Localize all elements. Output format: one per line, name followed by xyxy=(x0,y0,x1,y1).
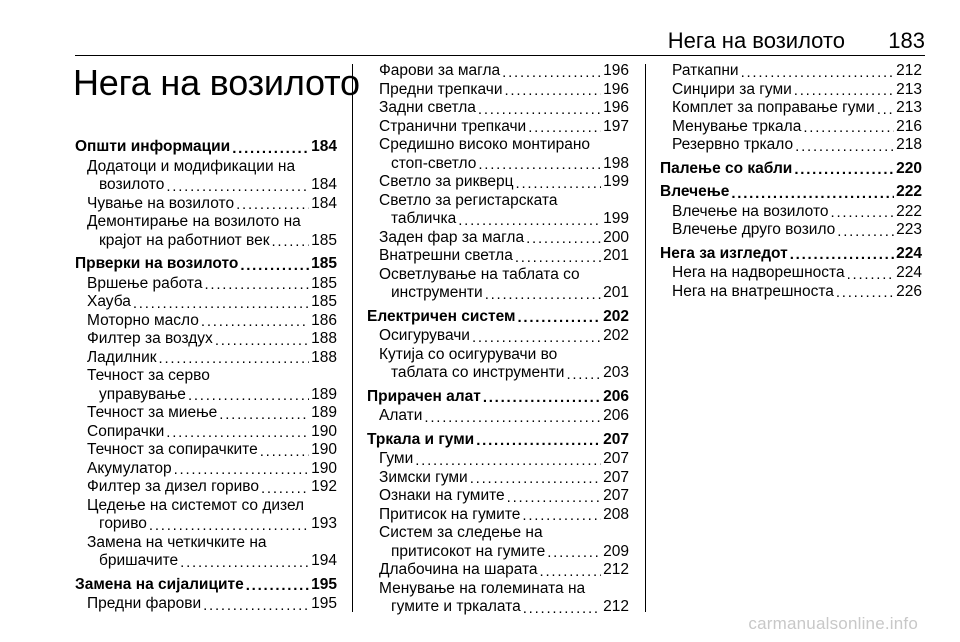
toc-entry-title: Задни светла xyxy=(379,99,476,116)
toc-entry-text: Средишно високо монтирано xyxy=(379,136,591,153)
toc-page-number: 196 xyxy=(603,99,629,116)
toc-page-number: 209 xyxy=(603,542,629,560)
toc-entry[interactable] xyxy=(367,407,629,426)
dot-leader xyxy=(133,299,309,309)
toc-entry[interactable] xyxy=(367,598,629,617)
dot-leader xyxy=(540,567,602,577)
toc-entry-title: Замена на сијалиците xyxy=(75,575,244,593)
toc-entry[interactable] xyxy=(660,62,922,81)
toc-entry-title: Влечење друго возило xyxy=(672,221,836,238)
toc-entry[interactable] xyxy=(367,469,629,488)
toc-entry-title: Длабочина на шарата xyxy=(379,561,538,578)
header-page-number: 183 xyxy=(888,28,925,53)
toc-entry-title: Гуми xyxy=(379,450,414,467)
dot-leader xyxy=(795,142,894,152)
toc-page-number: 207 xyxy=(603,450,629,467)
toc-entry-title: Чување на возилото xyxy=(87,194,235,212)
page-header xyxy=(75,28,925,54)
toc-page-number: 199 xyxy=(603,210,629,227)
dot-leader xyxy=(166,182,309,192)
toc-entry[interactable] xyxy=(367,81,629,100)
toc-entry[interactable] xyxy=(367,155,629,174)
toc-section[interactable] xyxy=(367,388,629,407)
toc-page-number: 196 xyxy=(603,80,629,98)
toc-page-number: 223 xyxy=(896,221,922,238)
toc-entry-title: Прирачен алат xyxy=(367,387,481,405)
toc-page-number: 188 xyxy=(311,330,337,347)
header-title: Нега на возилото xyxy=(667,28,845,53)
toc-entry-title: Тркала и гуми xyxy=(367,430,475,448)
toc-entry[interactable] xyxy=(367,99,629,118)
toc-entry[interactable] xyxy=(75,330,337,349)
toc-entry-title: Хауба xyxy=(87,293,131,310)
toc-column-2 xyxy=(367,62,629,617)
dot-leader xyxy=(415,456,601,466)
toc-entry-title: Предни фарови xyxy=(87,595,202,612)
toc-entry-title: инструменти xyxy=(391,284,483,301)
dot-leader xyxy=(232,144,309,154)
toc-page-number: 222 xyxy=(896,183,922,200)
toc-entry[interactable] xyxy=(367,210,629,229)
dot-leader xyxy=(794,86,894,96)
toc-entry-title: табличка xyxy=(391,210,457,227)
toc-entry[interactable] xyxy=(660,203,922,222)
toc-entry-title: Ладилник xyxy=(87,348,157,366)
toc-page-number: 189 xyxy=(311,404,337,421)
toc-entry-title: Течност за сопирачките xyxy=(87,441,258,458)
toc-entry-title: Сопирачки xyxy=(87,422,165,440)
watermark: carmanualsonline.info xyxy=(748,614,918,633)
toc-entry-title: Филтер за воздух xyxy=(87,330,213,347)
toc-entry[interactable] xyxy=(75,478,337,497)
dot-leader xyxy=(261,484,309,494)
toc-entry[interactable] xyxy=(660,118,922,137)
dot-leader xyxy=(260,447,309,457)
toc-entry[interactable] xyxy=(660,81,922,100)
dot-leader xyxy=(272,237,310,247)
toc-entry[interactable] xyxy=(75,293,337,312)
dot-leader xyxy=(836,288,894,298)
toc-entry-text: Кутија со осигурувачи во xyxy=(379,345,558,363)
toc-page-number: 213 xyxy=(896,80,922,98)
toc-page-number: 212 xyxy=(896,62,922,79)
toc-entry[interactable] xyxy=(367,450,629,469)
toc-entry[interactable] xyxy=(367,229,629,248)
toc-entry-title: Нега за изгледот xyxy=(660,244,788,262)
toc-page-number: 184 xyxy=(311,176,337,193)
toc-entry-title: крајот на работниот век xyxy=(99,231,270,249)
dot-leader xyxy=(837,227,894,237)
dot-leader xyxy=(790,250,894,260)
toc-entry[interactable] xyxy=(367,62,629,81)
toc-entry-title: Вршење работа xyxy=(87,274,203,292)
toc-entry-title: Прверки на возилото xyxy=(75,255,239,272)
toc-entry-title: Влечење на возилото xyxy=(672,202,829,220)
toc-entry[interactable] xyxy=(75,386,337,405)
toc-entry-title: притисокот на гумите xyxy=(391,542,546,560)
toc-entry[interactable] xyxy=(75,460,337,479)
dot-leader xyxy=(522,511,601,521)
toc-entry-title: Заден фар за магла xyxy=(379,228,525,246)
toc-page-number: 192 xyxy=(311,478,337,495)
toc-entry-text: Демонтирање на возилото на xyxy=(87,213,301,230)
toc-entry-title: Течност за миење xyxy=(87,404,218,421)
dot-leader xyxy=(515,253,601,263)
toc-entry[interactable] xyxy=(660,264,922,283)
toc-entry[interactable] xyxy=(367,543,629,562)
column-divider xyxy=(352,64,353,612)
dot-leader xyxy=(240,261,309,271)
toc-page-number: 199 xyxy=(603,173,629,190)
toc-entry[interactable] xyxy=(660,136,922,155)
toc-entry[interactable] xyxy=(75,232,337,251)
dot-leader xyxy=(478,105,601,115)
toc-entry-title: Комплет за поправање гуми xyxy=(672,99,875,116)
dot-leader xyxy=(483,393,601,403)
toc-page-number: 194 xyxy=(311,552,337,569)
toc-entry[interactable] xyxy=(367,247,629,266)
toc-page-number: 212 xyxy=(603,598,629,615)
toc-page-number: 222 xyxy=(896,202,922,220)
toc-page-number: 224 xyxy=(896,244,922,262)
column-divider xyxy=(645,64,646,612)
toc-page-number: 185 xyxy=(311,255,337,272)
toc-entry[interactable] xyxy=(367,118,629,137)
toc-section[interactable] xyxy=(660,245,922,264)
toc-page-number: 218 xyxy=(896,136,922,153)
dot-leader xyxy=(458,216,601,226)
toc-section[interactable] xyxy=(660,160,922,179)
dot-leader xyxy=(166,428,309,438)
toc-page-number: 207 xyxy=(603,468,629,486)
toc-entry[interactable] xyxy=(367,561,629,580)
toc-page-number: 201 xyxy=(603,247,629,264)
toc-entry[interactable] xyxy=(660,99,922,118)
toc-entry-text: Замена на четкичките на xyxy=(87,533,267,551)
toc-entry[interactable] xyxy=(367,327,629,346)
toc-entry-title: возилото xyxy=(99,176,165,193)
dot-leader xyxy=(470,474,601,484)
dot-leader xyxy=(831,208,895,218)
dot-leader xyxy=(236,200,309,210)
toc-section[interactable] xyxy=(75,255,337,274)
toc-entry[interactable] xyxy=(75,195,337,214)
dot-leader xyxy=(476,436,601,446)
toc-entry-title: гориво xyxy=(99,515,147,532)
toc-entry-text: Течност за серво xyxy=(87,367,210,384)
toc-page-number: 207 xyxy=(603,487,629,504)
toc-section[interactable] xyxy=(660,183,922,202)
dot-leader xyxy=(877,105,894,115)
toc-entry[interactable] xyxy=(367,506,629,525)
toc-page-number: 226 xyxy=(896,282,922,300)
toc-page-number: 203 xyxy=(603,364,629,381)
toc-page-number: 196 xyxy=(603,62,629,79)
toc-entry[interactable] xyxy=(660,221,922,240)
toc-page-number: 200 xyxy=(603,228,629,246)
toc-page-number: 186 xyxy=(311,311,337,329)
toc-page-number: 206 xyxy=(603,387,629,405)
dot-leader xyxy=(478,160,601,170)
toc-entry[interactable] xyxy=(75,595,337,614)
toc-page-number: 197 xyxy=(603,117,629,135)
toc-page-number: 185 xyxy=(311,293,337,310)
toc-page-number: 202 xyxy=(603,307,629,325)
toc-entry-title: Странични трепкачи xyxy=(379,117,527,135)
dot-leader xyxy=(526,234,601,244)
toc-entry[interactable] xyxy=(367,284,629,303)
toc-entry-title: Палење со кабли xyxy=(660,159,793,177)
dot-leader xyxy=(472,333,601,343)
toc-page-number: 212 xyxy=(603,561,629,578)
toc-entry[interactable] xyxy=(75,176,337,195)
dot-leader xyxy=(485,290,601,300)
toc-entry-title: Светло за рикверц xyxy=(379,173,514,190)
dot-leader xyxy=(180,558,309,568)
toc-entry-text: Осветлување на таблата со xyxy=(379,265,580,283)
toc-entry-title: таблата со инструменти xyxy=(391,364,565,381)
toc-page-number: 184 xyxy=(311,194,337,212)
toc-page-number: 207 xyxy=(603,430,629,448)
toc-page-number: 190 xyxy=(311,459,337,477)
dot-leader xyxy=(201,317,309,327)
dot-leader xyxy=(502,68,601,78)
toc-entry-title: гумите и тркалата xyxy=(391,598,521,615)
dot-leader xyxy=(516,179,602,189)
toc-page-number: 206 xyxy=(603,407,629,424)
toc-page-number: 195 xyxy=(311,595,337,612)
toc-section[interactable] xyxy=(367,431,629,450)
toc-entry-title: Електричен систем xyxy=(367,307,516,325)
dot-leader xyxy=(215,336,309,346)
toc-entry-title: Алати xyxy=(379,407,423,424)
chapter-title: Нега на возилото xyxy=(73,62,360,103)
toc-entry-title: Притисок на гумите xyxy=(379,505,521,523)
toc-page-number: 202 xyxy=(603,327,629,344)
toc-entry[interactable] xyxy=(75,349,337,368)
dot-leader xyxy=(803,123,894,133)
dot-leader xyxy=(246,581,309,591)
toc-section[interactable] xyxy=(75,138,337,157)
toc-entry-title: Акумулатор xyxy=(87,459,172,477)
dot-leader xyxy=(204,280,309,290)
header-rule xyxy=(75,55,925,56)
toc-page-number: 185 xyxy=(311,274,337,292)
toc-entry-title: Моторно масло xyxy=(87,311,199,329)
toc-page-number: 190 xyxy=(311,441,337,458)
dot-leader xyxy=(507,493,601,503)
toc-page-number: 189 xyxy=(311,385,337,403)
dot-leader xyxy=(528,123,601,133)
toc-entry[interactable] xyxy=(367,487,629,506)
toc-page-number: 220 xyxy=(896,159,922,177)
dot-leader xyxy=(847,270,895,280)
dot-leader xyxy=(219,410,309,420)
toc-entry-title: бришачите xyxy=(99,552,179,569)
toc-entry-title: Осигурувачи xyxy=(379,327,470,344)
toc-entry-title: стоп-светло xyxy=(391,154,477,172)
dot-leader xyxy=(517,313,601,323)
toc-page-number: 188 xyxy=(311,348,337,366)
toc-entry[interactable] xyxy=(660,283,922,302)
toc-entry-title: Внатрешни светла xyxy=(379,247,513,264)
toc-entry-text: Менување на големината на xyxy=(379,579,586,597)
dot-leader xyxy=(547,548,601,558)
dot-leader xyxy=(731,189,894,199)
toc-entry-title: Нега на надворешноста xyxy=(672,264,845,281)
dot-leader xyxy=(188,391,309,401)
toc-page-number: 201 xyxy=(603,284,629,301)
toc-entry[interactable] xyxy=(75,312,337,331)
toc-entry-title: Влечење xyxy=(660,183,730,200)
toc-page-number: 213 xyxy=(896,99,922,116)
toc-entry[interactable] xyxy=(75,275,337,294)
toc-entry-title: Ознаки на гумите xyxy=(379,487,505,504)
toc-entry[interactable] xyxy=(75,552,337,571)
dot-leader xyxy=(203,601,309,611)
toc-entry-title: Синџири за гуми xyxy=(672,80,792,98)
toc-entry-title: Зимски гуми xyxy=(379,468,468,486)
toc-entry[interactable] xyxy=(75,441,337,460)
dot-leader xyxy=(424,413,601,423)
toc-column-3 xyxy=(660,62,922,301)
toc-section[interactable] xyxy=(75,576,337,595)
toc-column-1 xyxy=(75,138,337,614)
toc-entry-title: управување xyxy=(99,385,186,403)
toc-section[interactable] xyxy=(367,308,629,327)
toc-entry[interactable] xyxy=(75,423,337,442)
toc-entry[interactable] xyxy=(75,515,337,534)
toc-page-number: 208 xyxy=(603,505,629,523)
dot-leader xyxy=(159,354,310,364)
toc-entry-title: Менување тркала xyxy=(672,117,802,135)
toc-entry[interactable] xyxy=(367,364,629,383)
toc-page-number: 216 xyxy=(896,117,922,135)
toc-entry-text: Систем за следење на xyxy=(379,524,543,541)
dot-leader xyxy=(741,68,895,78)
toc-page-number: 193 xyxy=(311,515,337,532)
toc-page-number: 185 xyxy=(311,231,337,249)
toc-entry-text: Додатоци и модификации на xyxy=(87,157,296,175)
dot-leader xyxy=(174,465,310,475)
dot-leader xyxy=(504,86,601,96)
toc-entry[interactable] xyxy=(75,404,337,423)
toc-entry-text: Цедење на системот со дизел xyxy=(87,496,305,514)
toc-page-number: 190 xyxy=(311,422,337,440)
toc-entry-title: Резервно тркало xyxy=(672,136,794,153)
dot-leader xyxy=(794,165,894,175)
toc-entry-text: Светло за регистарската xyxy=(379,191,558,209)
toc-entry[interactable] xyxy=(367,173,629,192)
toc-page-number: 224 xyxy=(896,264,922,281)
toc-entry-title: Филтер за дизел гориво xyxy=(87,478,259,495)
toc-page-number: 184 xyxy=(311,138,337,155)
toc-entry-title: Општи информации xyxy=(75,138,231,155)
toc-page-number: 198 xyxy=(603,154,629,172)
toc-entry-title: Раткапни xyxy=(672,62,739,79)
toc-entry-title: Нега на внатрешноста xyxy=(672,282,834,300)
dot-leader xyxy=(566,370,601,380)
toc-entry-title: Фарови за магла xyxy=(379,62,501,79)
toc-page-number: 195 xyxy=(311,575,337,593)
toc-entry-title: Предни трепкачи xyxy=(379,80,503,98)
dot-leader xyxy=(149,521,309,531)
dot-leader xyxy=(523,604,601,614)
